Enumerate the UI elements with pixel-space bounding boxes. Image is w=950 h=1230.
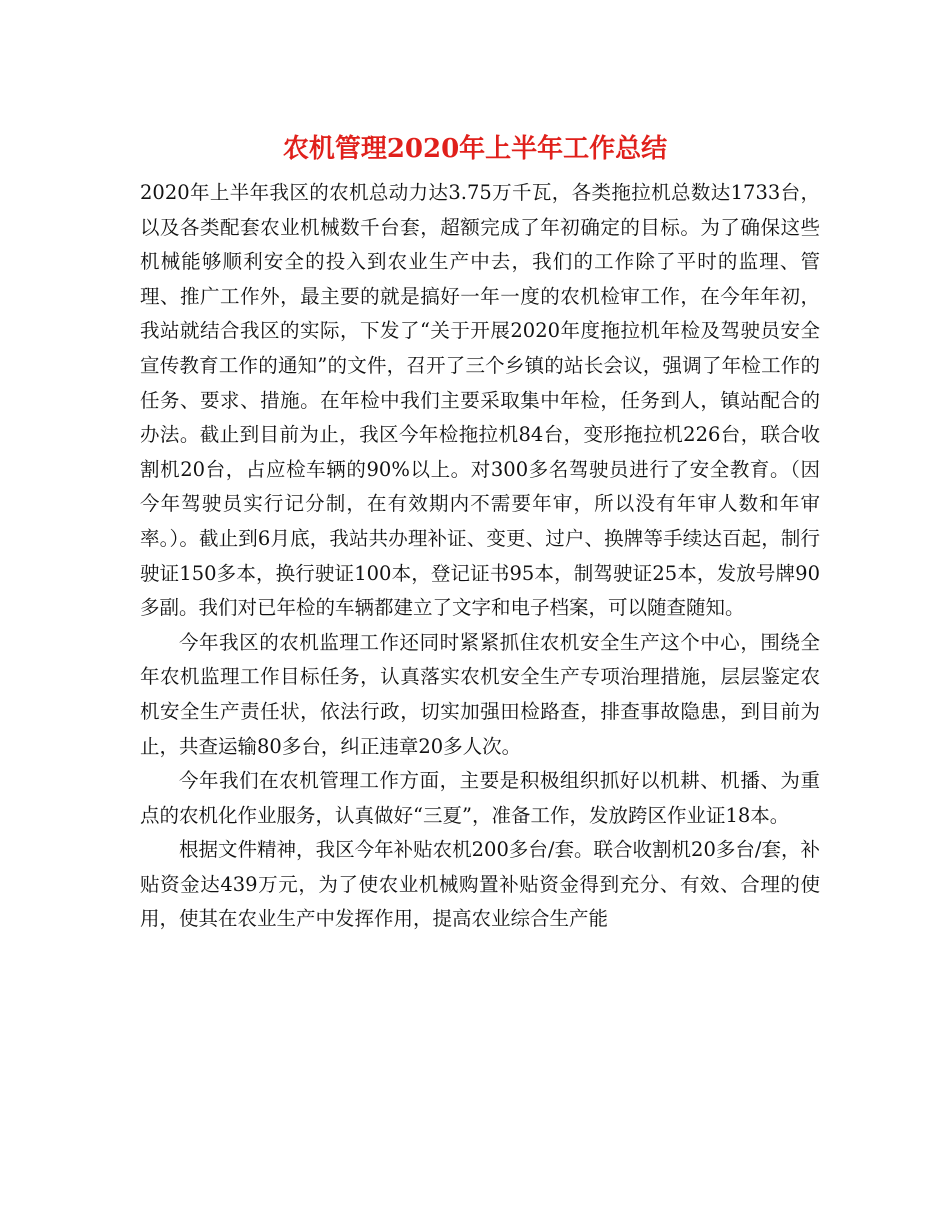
paragraph-3: 今年我们在农机管理工作方面，主要是积极组织抓好以机耕、机播、为重点的农机化作业服务，认真做好“三夏”，准备工作，发放跨区作业证18本。 (140, 769, 820, 827)
document-title: 农机管理2020年上半年工作总结 (282, 134, 668, 164)
document-body (140, 176, 820, 937)
paragraph-2: 今年我区的农机监理工作还同时紧紧抓住农机安全生产这个中心，围绕全年农机监理工作目标任务，认真落实农机安全生产专项治理措施，层层鉴定农机安全生产责任状，依法行政，切实加强田检路查，排查事故隐患，到目前为止，共查运输80多台，纠正违章20多人次。 (140, 630, 820, 758)
paragraph-1: 2020年上半年我区的农机总动力达3.75万千瓦，各类拖拉机总数达1733台，以及各类配套农业机械数千台套，超额完成了年初确定的目标。为了确保这些机械能够顺利安全的投入到农业生产中去，我们的工作除了平时的监理、管理、推广工作外，最主要的就是搞好一年一度的农机检审工作，在今年年初，我站就结合我区的实际，下发了“关于开展2020年度拖拉机年检及驾驶员安全宣传教育工作的通知”的文件，召开了三个乡镇的站长会议，强调了年检工作的任务、要求、措施。在年检中我们主要采取集中年检，任务到人，镇站配合的办法。截止到目前为止，我区今年检拖拉机84台，变形拖拉机226台，联合收割机20台，占应检车辆的90%以上。对300多名驾驶员进行了安全教育。（因今年驾驶员实行记分制，在有效期内不需要年审，所以没有年审人数和年审率。）。截止到6月底，我站共办理补证、变更、过户、换牌等手续达百起，制行驶证150多本，换行驶证100本，登记证书95本，制驾驶证25本，发放号牌90多副。我们对已年检的车辆都建立了文字和电子档案，可以随查随知。 (140, 181, 820, 620)
paragraph-4: 根据文件精神，我区今年补贴农机200多台/套。联合收割机20多台/套，补贴资金达439万元，为了使农业机械购置补贴资金得到充分、有效、合理的使用，使其在农业生产中发挥作用，提高农业综合生产能 (140, 838, 820, 931)
